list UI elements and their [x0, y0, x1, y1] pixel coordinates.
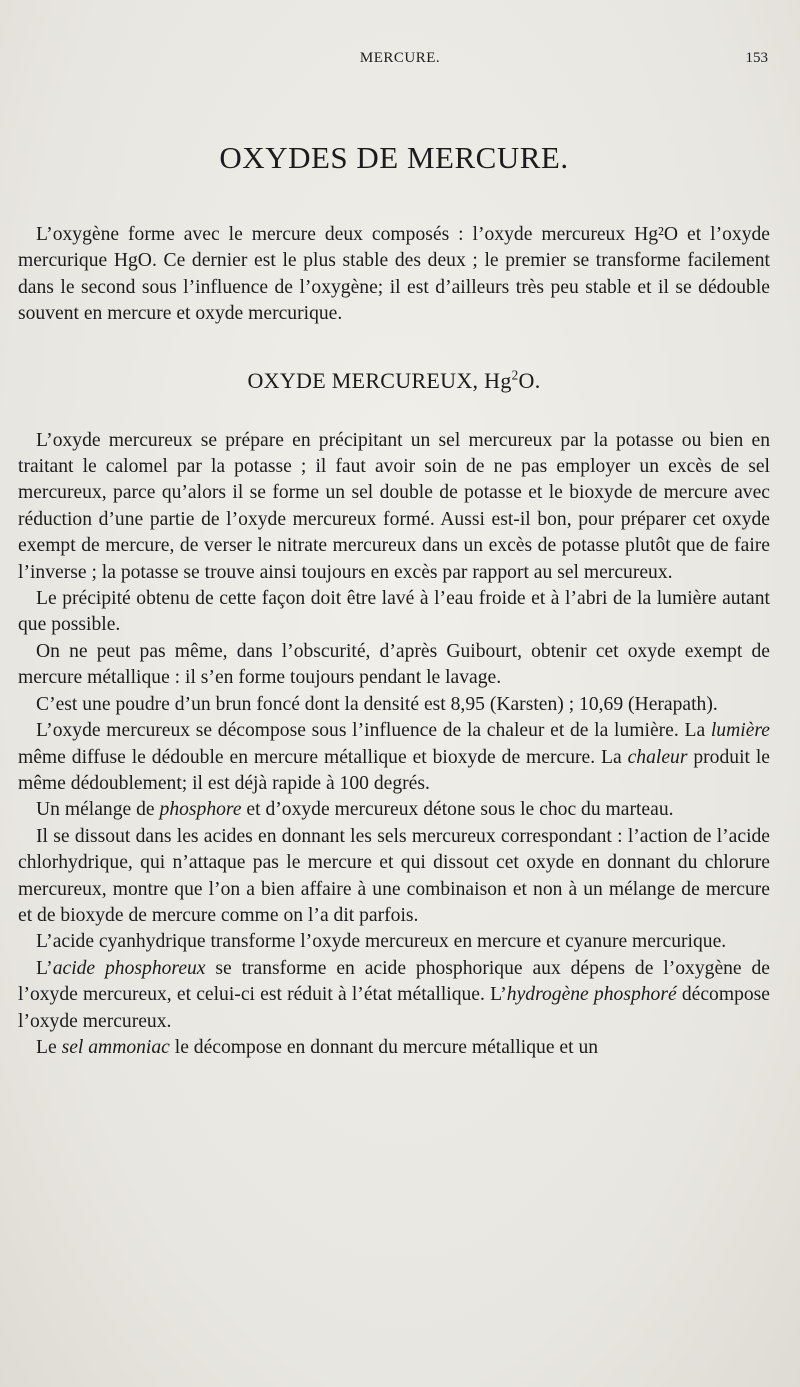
section-title-oxyde-mercureux: OXYDE MERCUREUX, Hg$^2$O.: [247, 367, 541, 393]
paragraph: L’acide phosphoreux se transforme en acide phosphorique aux dépens de l’oxygène de l’oxyde mercureux, et celui-ci est réduit à l’état métallique. L’hydrogène phosphoré décompose l’oxyde mercureux.: [18, 957, 771, 1032]
section-body: [18, 428, 770, 1062]
paragraph: L’oxyde mercureux se prépare en précipitant un sel mercureux par la potasse ou bien en traitant le calomel par la potasse ; il faut avoir soin de ne pas employer un excès de sel mercureux, parce qu’alors il se forme un sel double de potasse et le bioxyde de mercure avec réduction d’une partie de l’oxyde mercureux formé. Aussi est-il bon, pour préparer cet oxyde exempt de mercure, de verser le nitrate mercureux dans un excès de potasse plutôt que de faire l’inverse ; la potasse se trouve ainsi toujours en excès par rapport au sel mercureux.: [18, 429, 770, 583]
page-number: 153: [745, 50, 768, 66]
running-title: MERCURE.: [359, 50, 441, 66]
page-content: [18, 140, 770, 1061]
paragraph-intro: L’oxygène forme avec le mercure deux composés : l’oxyde mercureux Hg²O et l’oxyde mercurique HgO. Ce dernier est le plus stable des deux ; le premier se transforme facilement dans le second sous l’influence de l’oxygène; il est d’ailleurs très peu stable et il se dédouble souvent en mercure et oxyde mercurique.: [18, 224, 770, 325]
paragraph: On ne peut pas même, dans l’obscurité, d’après Guibourt, obtenir cet oxyde exempt de mercure métallique : il s’en forme toujours pendant le lavage.: [18, 640, 770, 689]
paragraph: Un mélange de phosphore et d’oxyde mercureux détone sous le choc du marteau.: [36, 799, 674, 821]
paragraph: L’acide cyanhydrique transforme l’oxyde mercureux en mercure et cyanure mercurique.: [36, 931, 727, 953]
paragraph: C’est une poudre d’un brun foncé dont la densité est 8,95 (Karsten) ; 10,69 (Herapath).: [36, 693, 718, 715]
section-title-oxydes: OXYDES DE MERCURE.: [219, 140, 569, 175]
paragraph: Le précipité obtenu de cette façon doit être lavé à l’eau froide et à l’abri de la lumière autant que possible.: [18, 588, 770, 636]
paragraph: Le sel ammoniac le décompose en donnant du mercure métallique et un: [36, 1036, 599, 1058]
paragraph: L’oxyde mercureux se décompose sous l’influence de la chaleur et de la lumière. La lumière même diffuse le dédouble en mercure métallique et bioxyde de mercure. La chaleur produit le même dédoublement; il est déjà rapide à 100 degrés.: [18, 720, 770, 794]
running-head: [18, 50, 782, 70]
paragraph: Il se dissout dans les acides en donnant les sels mercureux correspondant : l’action de l’acide chlorhydrique, qui n’attaque pas le mercure et qui dissout cet oxyde en donnant du chlorure mercureux, montre que l’on a bien affaire à une combinaison et non à un mélange de mercure et de bioxyde de mercure comme on l’a dit parfois.: [18, 825, 770, 926]
